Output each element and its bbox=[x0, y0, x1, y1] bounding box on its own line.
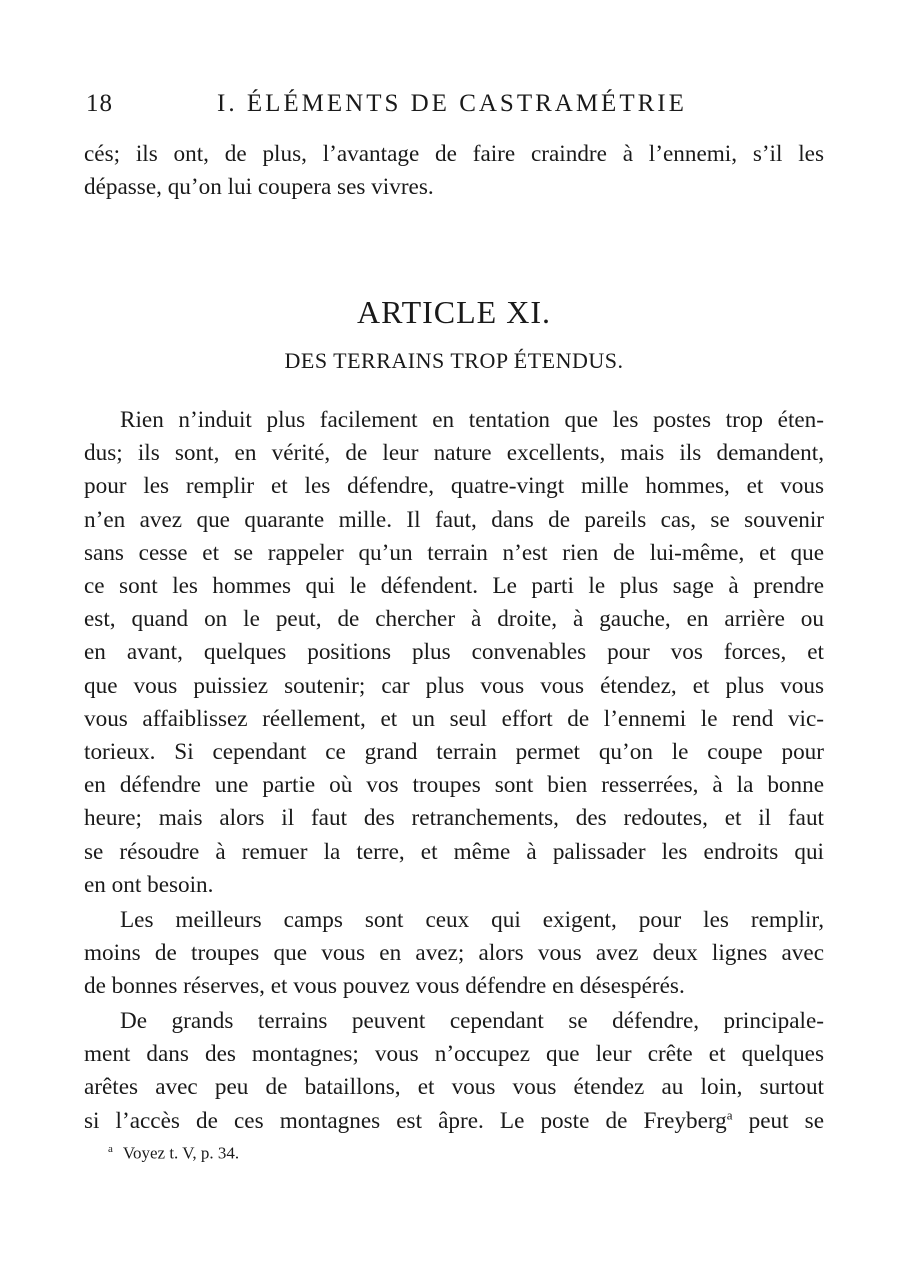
page-number: 18 bbox=[86, 90, 113, 117]
text-line: de bonnes réserves, et vous pouvez vous défendre en désespérés. bbox=[84, 973, 685, 1000]
text-line: en défendre une partie où vos troupes sont bien resserrées, à la bonne bbox=[84, 772, 824, 799]
text-line: est, quand on le peut, de chercher à droite, à gauche, en arrière ou bbox=[84, 606, 824, 633]
text-line: ce sont les hommes qui le défendent. Le parti le plus sage à prendre bbox=[84, 573, 824, 600]
text-line: moins de troupes que vous en avez; alors vous avez deux lignes avec bbox=[84, 940, 824, 967]
text-line: dus; ils sont, en vérité, de leur nature excellents, mais ils demandent, bbox=[84, 440, 824, 467]
footnote-mark: a bbox=[108, 1143, 113, 1155]
text-line: cés; ils ont, de plus, l’avantage de faire craindre à l’ennemi, s’il les bbox=[84, 141, 824, 167]
text-line: De grands terrains peuvent cependant se défendre, principale- bbox=[120, 1008, 824, 1034]
text-line: arêtes avec peu de bataillons, et vous vous étendez au loin, surtout bbox=[84, 1074, 824, 1101]
text-span: si l’accès de ces montagnes est âpre. Le poste de Freyberg bbox=[84, 1107, 727, 1134]
text-line: torieux. Si cependant ce grand terrain permet qu’on le coupe pour bbox=[84, 739, 824, 766]
paragraph-3 bbox=[84, 1005, 824, 1138]
article-subheading: DES TERRAINS TROP ÉTENDUS. bbox=[284, 348, 624, 373]
text-line: Les meilleurs camps sont ceux qui exigent, pour les remplir, bbox=[120, 907, 824, 933]
footnote-reference: a bbox=[726, 1106, 733, 1122]
text-line: sans cesse et se rappeler qu’un terrain n’est rien de lui-même, et que bbox=[84, 539, 824, 566]
running-head bbox=[84, 88, 824, 122]
article-heading: ARTICLE XI. bbox=[357, 294, 551, 330]
footnote bbox=[108, 1143, 239, 1164]
text-line: ment dans des montagnes; vous n’occupez que leur crête et quelques bbox=[84, 1041, 824, 1068]
text-line: n’en avez que quarante mille. Il faut, dans de pareils cas, se souvenir bbox=[84, 506, 824, 533]
text-span: peut se bbox=[748, 1107, 824, 1134]
text-line: que vous puissiez soutenir; car plus vous vous étendez, et plus vous bbox=[84, 672, 824, 699]
paragraph-2 bbox=[84, 904, 824, 1004]
running-title: I. ÉLÉMENTS DE CASTRAMÉTRIE bbox=[217, 90, 687, 117]
footnote-text: Voyez t. V, p. 34. bbox=[122, 1143, 240, 1163]
text-line-with-footnote bbox=[84, 1105, 824, 1138]
text-line: en ont besoin. bbox=[84, 871, 214, 898]
text-line: heure; mais alors il faut des retranchements, des redoutes, et il faut bbox=[84, 805, 824, 832]
text-line: en avant, quelques positions plus convenables pour vos forces, et bbox=[84, 639, 824, 666]
text-line: vous affaiblissez réellement, et un seul effort de l’ennemi le rend vic- bbox=[84, 705, 824, 732]
text-line: se résoudre à remuer la terre, et même à palissader les endroits qui bbox=[84, 838, 824, 865]
text-line: dépasse, qu’on lui coupera ses vivres. bbox=[84, 174, 434, 201]
text-line: Rien n’induit plus facilement en tentation que les postes trop éten- bbox=[120, 407, 824, 433]
continued-paragraph bbox=[84, 138, 824, 204]
text-line: pour les remplir et les défendre, quatre-vingt mille hommes, et vous bbox=[84, 473, 824, 500]
paragraph-1 bbox=[84, 404, 824, 902]
